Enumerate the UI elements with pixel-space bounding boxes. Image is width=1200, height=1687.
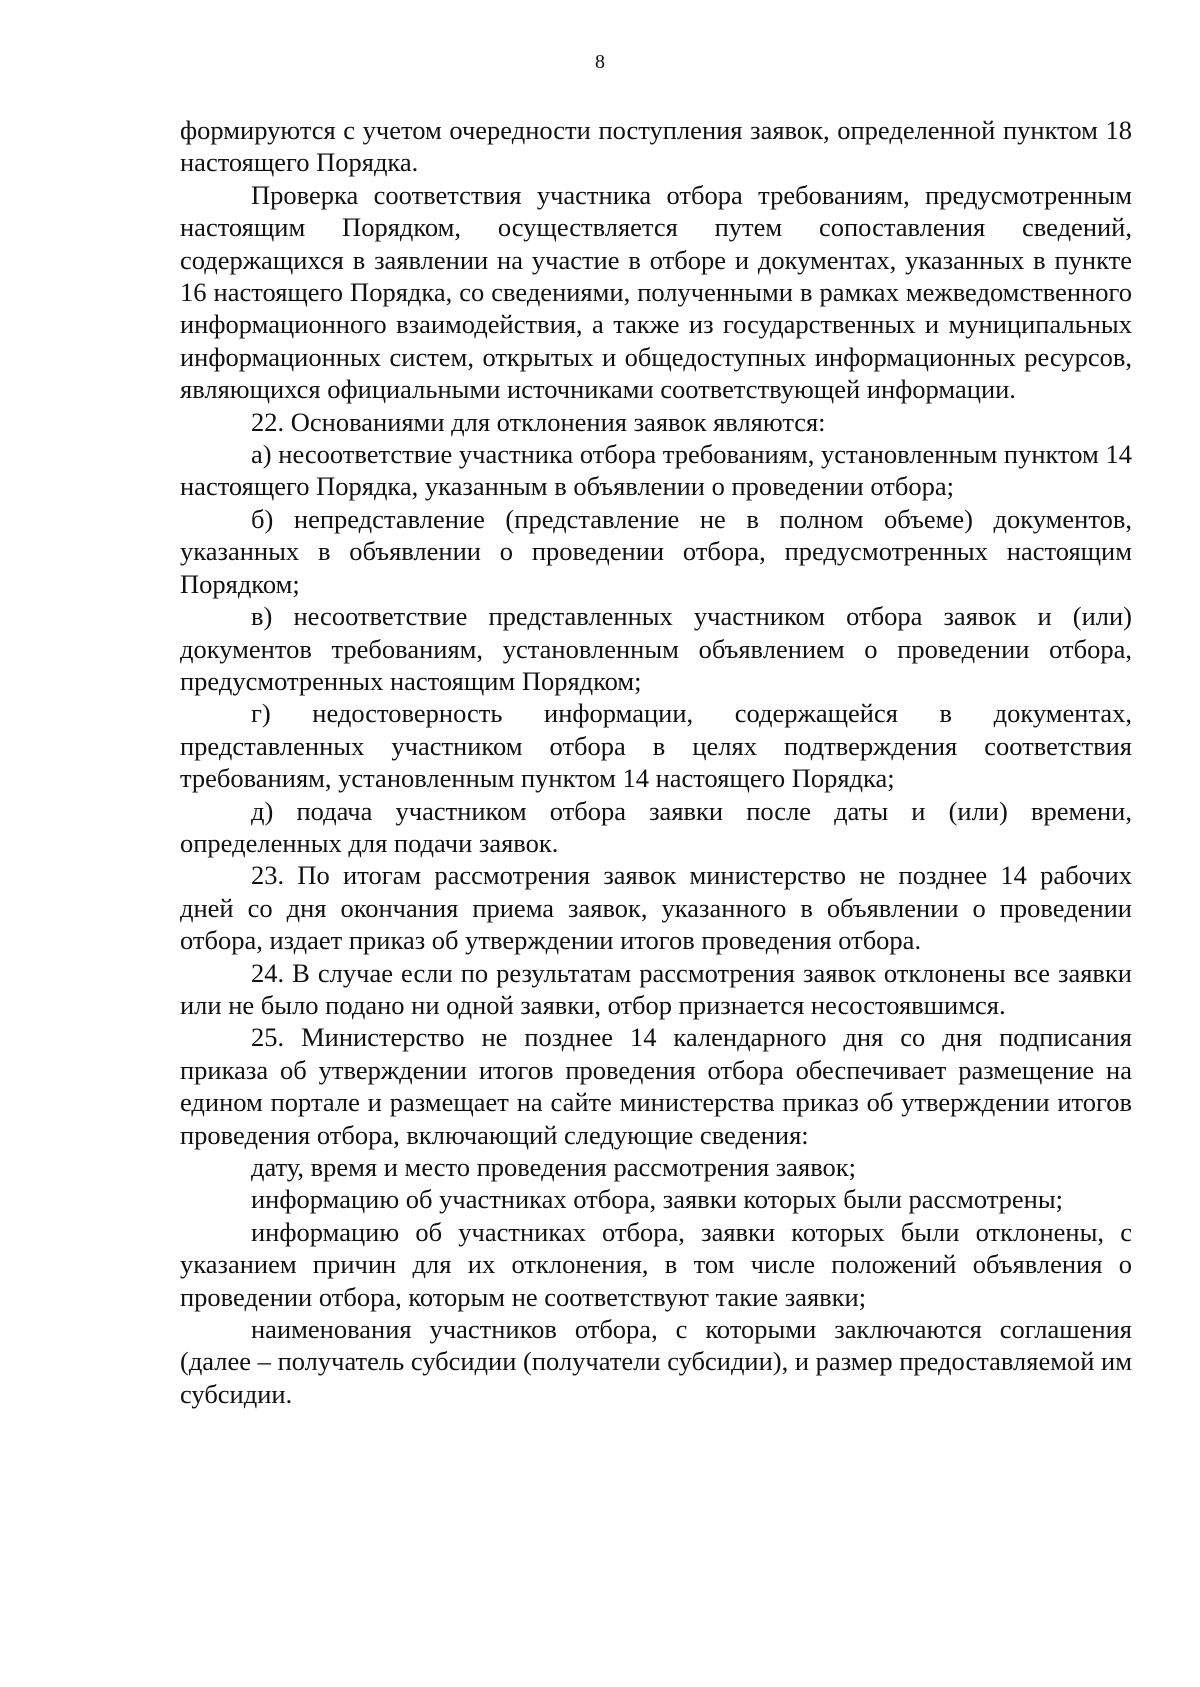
paragraph-22-g: г) недостоверность информации, содержащейся в документах, представленных участником отбора в целях подтверждения соответствия требованиям, установленным пунктом 14 настоящего Порядка; (180, 698, 1132, 794)
paragraph-24: 24. В случае если по результатам рассмотрения заявок отклонены все заявки или не было подано ни одной заявки, отбор признается несостоявшимся. (180, 957, 1132, 1020)
page-number: 8 (595, 51, 605, 73)
paragraph-25-item-reviewed: информацию об участниках отбора, заявки которых были рассмотрены; (251, 1184, 1064, 1215)
paragraph-25-item-recipients: наименования участников отбора, с которыми заключаются соглашения (далее – получатель субсидии (получатели субсидии), и размер предоставляемой им субсидии. (180, 1314, 1132, 1409)
paragraph-25-item-date: дату, время и место проведения рассмотрения заявок; (251, 1152, 857, 1182)
paragraph-22-d: д) подача участником отбора заявки после даты и (или) времени, определенных для подачи заявок. (180, 795, 1132, 858)
paragraph-25: 25. Министерство не позднее 14 календарного дня со дня подписания приказа об утверждении итогов проведения отбора обеспечивает размещение на едином портале и размещает на сайте министерства приказ об утверждении итогов проведения отбора, включающий следующие сведения: (180, 1022, 1132, 1150)
paragraph-22-a: а) несоответствие участника отбора требованиям, установленным пунктом 14 настоящего Порядка, указанным в объявлении о проведении отбора; (180, 439, 1132, 502)
paragraph-verification: Проверка соответствия участника отбора требованиям, предусмотренным настоящим Порядком, осуществляется путем сопоставления сведений, содержащихся в заявлении на участие в отборе и документах, указанных в пункте 16 настоящего Порядка, со сведениями, полученными в рамках межведомственного информационного взаимодействия, а также из государственных и муниципальных информационных систем, открытых и общедоступных информационных ресурсов, являющихся официальными источниками соответствующей информации. (180, 179, 1132, 405)
paragraph-22-heading: 22. Основаниями для отклонения заявок являются: (251, 406, 826, 437)
paragraph-23: 23. По итогам рассмотрения заявок министерство не позднее 14 рабочих дней со дня окончания приема заявок, указанного в объявлении о проведении отбора, издает приказ об утверждении итогов проведения отбора. (180, 860, 1132, 956)
paragraph-22-b: б) непредставление (представление не в полном объеме) документов, указанных в объявлении о проведении отбора, предусмотренных настоящим Порядком; (180, 503, 1132, 599)
paragraph-continuation: формируются с учетом очередности поступления заявок, определенной пунктом 18 настоящего Порядка. (180, 115, 1132, 178)
paragraph-22-v: в) несоответствие представленных участником отбора заявок и (или) документов требованиям, установленным объявлением о проведении отбора, предусмотренных настоящим Порядком; (180, 601, 1132, 696)
document-body (180, 114, 1132, 1410)
paragraph-25-item-rejected: информацию об участниках отбора, заявки которых были отклонены, с указанием причин для их отклонения, в том числе положений объявления о проведении отбора, которым не соответствуют такие заявки; (180, 1216, 1132, 1312)
